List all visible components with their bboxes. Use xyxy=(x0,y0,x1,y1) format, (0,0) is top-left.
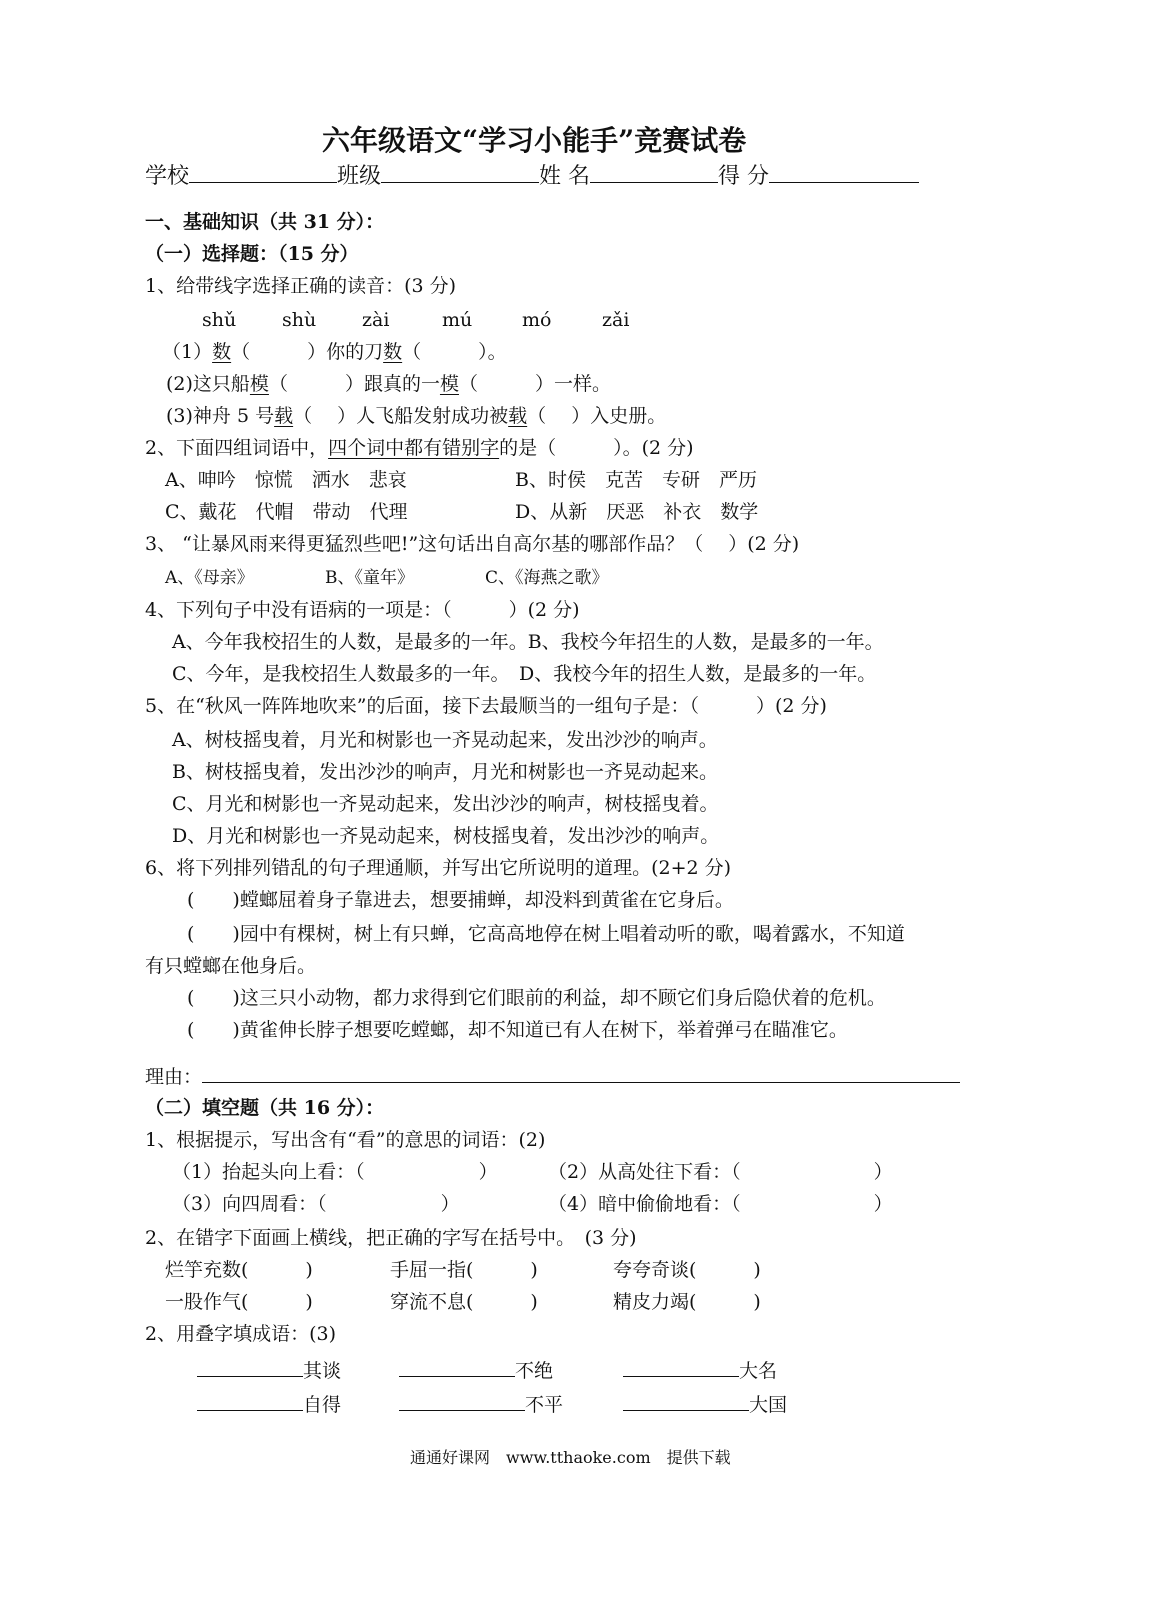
class-label: 班级 xyxy=(337,164,382,189)
q5-option-a: A、树枝摇曳着，月光和树影也一齐晃动起来，发出沙沙的响声。 xyxy=(172,729,718,751)
name-blank[interactable] xyxy=(590,162,718,183)
q2-option-b: B、时侯 克苦 专研 严历 xyxy=(515,469,757,491)
underlined-char: 模 xyxy=(439,373,459,395)
underlined-char: 模 xyxy=(249,373,269,395)
score-label: 得 分 xyxy=(718,164,770,189)
underlined-char: 载 xyxy=(508,405,528,427)
reason-row xyxy=(145,1062,960,1089)
text: （ ）入史册。 xyxy=(527,405,667,427)
idiom-suffix: 大国 xyxy=(749,1394,788,1416)
p2-q1-b: （2）从高处往下看：（ ） xyxy=(548,1161,893,1183)
p2-q2-item: 一股作气( ) xyxy=(165,1291,313,1313)
q1-line3 xyxy=(166,404,666,428)
q6-stem: 6、将下列排列错乱的句子理通顺，并写出它所说明的道理。(2+2 分) xyxy=(145,857,732,879)
p2-q1-c: （3）向四周看：（ ） xyxy=(172,1193,460,1215)
p2-q2-item: 穿流不息( ) xyxy=(390,1291,538,1313)
text: （ ）人飞船发射成功被 xyxy=(293,405,509,427)
text: (2)这只船 xyxy=(166,373,250,395)
q6-sentence-4: ( )黄雀伸长脖子想要吃螳螂，却不知道已有人在树下，举着弹弓在瞄准它。 xyxy=(187,1019,848,1041)
q5-option-d: D、月光和树影也一齐晃动起来，树枝摇曳着，发出沙沙的响声。 xyxy=(172,825,720,847)
q4-stem: 4、下列句子中没有语病的一项是：（ ）(2 分) xyxy=(145,599,580,621)
p2-q3-item xyxy=(623,1356,777,1383)
header-fields xyxy=(145,162,919,191)
p2-q3-item xyxy=(399,1390,563,1417)
q6-sentence-1: ( )螳螂屈着身子靠进去，想要捕蝉，却没料到黄雀在它身后。 xyxy=(187,889,734,911)
q1-line1 xyxy=(162,340,507,364)
q5-option-b: B、树枝摇曳着，发出沙沙的响声，月光和树影也一齐晃动起来。 xyxy=(172,761,718,783)
text: （ ）你的刀 xyxy=(231,341,384,363)
idiom-blank[interactable] xyxy=(399,1390,525,1411)
underlined-char: 数 xyxy=(212,341,232,363)
text: （ ）。 xyxy=(402,341,507,363)
pinyin-2: shù xyxy=(282,309,317,331)
idiom-suffix: 其谈 xyxy=(303,1360,342,1382)
p2-q1-stem: 1、根据提示，写出含有“看”的意思的词语：(2) xyxy=(145,1129,546,1151)
idiom-suffix: 不绝 xyxy=(515,1360,554,1382)
class-blank[interactable] xyxy=(381,162,539,183)
q3-option-a: A、《母亲》 xyxy=(165,568,254,588)
q3-option-b: B、《童年》 xyxy=(325,568,414,588)
q5-option-c: C、月光和树影也一齐晃动起来，发出沙沙的响声，树枝摇曳着。 xyxy=(172,793,719,815)
pinyin-5: mó xyxy=(522,309,552,331)
idiom-suffix: 自得 xyxy=(303,1394,342,1416)
q6-sentence-3: ( )这三只小动物，都力求得到它们眼前的利益，却不顾它们身后隐伏着的危机。 xyxy=(187,987,886,1009)
q3-stem: 3、 “让暴风雨来得更猛烈些吧!”这句话出自高尔基的哪部作品？（ ）(2 分) xyxy=(145,533,800,555)
text: 的是（ ）。(2 分) xyxy=(499,437,694,459)
p2-q2-item: 精皮力竭( ) xyxy=(613,1291,761,1313)
underlined-char: 数 xyxy=(383,341,403,363)
pinyin-3: zài xyxy=(362,309,390,331)
q2-stem xyxy=(145,436,694,460)
text: (3)神舟 5 号 xyxy=(166,405,275,427)
footer-source: 通通好课网 www.tthaoke.com 提供下载 xyxy=(410,1448,731,1467)
pinyin-1: shǔ xyxy=(202,309,237,331)
part2-heading: （二）填空题（共 16 分）： xyxy=(145,1097,385,1119)
p2-q2-item: 手屈一指( ) xyxy=(390,1259,538,1281)
underlined-char: 载 xyxy=(274,405,294,427)
underlined-phrase: 四个词中都有错别字 xyxy=(328,437,500,459)
p2-q2-item: 烂竽充数( ) xyxy=(165,1259,313,1281)
idiom-suffix: 大名 xyxy=(739,1360,778,1382)
p2-q1-a: （1）抬起头向上看：（ ） xyxy=(172,1161,498,1183)
q1-stem: 1、给带线字选择正确的读音：(3 分) xyxy=(145,275,457,297)
p2-q2-stem: 2、在错字下面画上横线，把正确的字写在括号中。 (3 分) xyxy=(145,1227,637,1249)
p2-q3-item xyxy=(197,1356,341,1383)
idiom-blank[interactable] xyxy=(197,1390,303,1411)
idiom-blank[interactable] xyxy=(197,1356,303,1377)
page-title: 六年级语文“学习小能手”竞赛试卷 xyxy=(322,124,747,157)
pinyin-row xyxy=(202,308,682,332)
q3-option-c: C、《海燕之歌》 xyxy=(485,568,609,588)
pinyin-4: mú xyxy=(442,309,473,331)
p2-q2-item: 夸夸奇谈( ) xyxy=(613,1259,761,1281)
reason-blank[interactable] xyxy=(202,1062,960,1083)
idiom-blank[interactable] xyxy=(623,1356,739,1377)
q4-options-cd: C、今年，是我校招生人数最多的一年。 D、我校今年的招生人数，是最多的一年。 xyxy=(172,663,877,685)
school-label: 学校 xyxy=(145,164,190,189)
q2-option-c: C、戴花 代帽 带动 代理 xyxy=(165,501,408,523)
text: （ ）一样。 xyxy=(458,373,611,395)
q2-option-d: D、从新 厌恶 补衣 数学 xyxy=(515,501,759,523)
school-blank[interactable] xyxy=(189,162,337,183)
pinyin-6: zǎi xyxy=(602,309,630,331)
q5-stem: 5、在“秋风一阵阵地吹来”的后面，接下去最顺当的一组句子是：（ ）(2 分) xyxy=(145,695,827,717)
text: （ ）跟真的一 xyxy=(268,373,440,395)
q2-option-a: A、呻吟 惊慌 洒水 悲哀 xyxy=(165,469,407,491)
q6-sentence-2: ( )园中有棵树，树上有只蝉，它高高地停在树上唱着动听的歌，喝着露水，不知道 xyxy=(187,923,905,945)
section1-heading: 一、基础知识（共 31 分）： xyxy=(145,211,385,233)
reason-label: 理由： xyxy=(145,1066,203,1088)
idiom-suffix: 不平 xyxy=(525,1394,564,1416)
text: （1） xyxy=(162,341,213,363)
score-blank[interactable] xyxy=(769,162,919,183)
p2-q3-item xyxy=(623,1390,787,1417)
part1-heading: （一）选择题：（15 分） xyxy=(145,243,359,265)
q1-line2 xyxy=(166,372,611,396)
q4-options-ab: A、今年我校招生的人数，是最多的一年。B、我校今年招生的人数，是最多的一年。 xyxy=(172,631,884,653)
name-label: 姓 名 xyxy=(539,164,591,189)
p2-q3-stem: 2、用叠字填成语：(3) xyxy=(145,1323,337,1345)
p2-q3-item xyxy=(399,1356,553,1383)
p2-q3-item xyxy=(197,1390,341,1417)
idiom-blank[interactable] xyxy=(399,1356,515,1377)
idiom-blank[interactable] xyxy=(623,1390,749,1411)
p2-q1-d: （4）暗中偷偷地看：（ ） xyxy=(548,1193,893,1215)
text: 2、下面四组词语中， xyxy=(145,437,329,459)
q6-sentence-2-cont: 有只螳螂在他身后。 xyxy=(145,955,317,977)
